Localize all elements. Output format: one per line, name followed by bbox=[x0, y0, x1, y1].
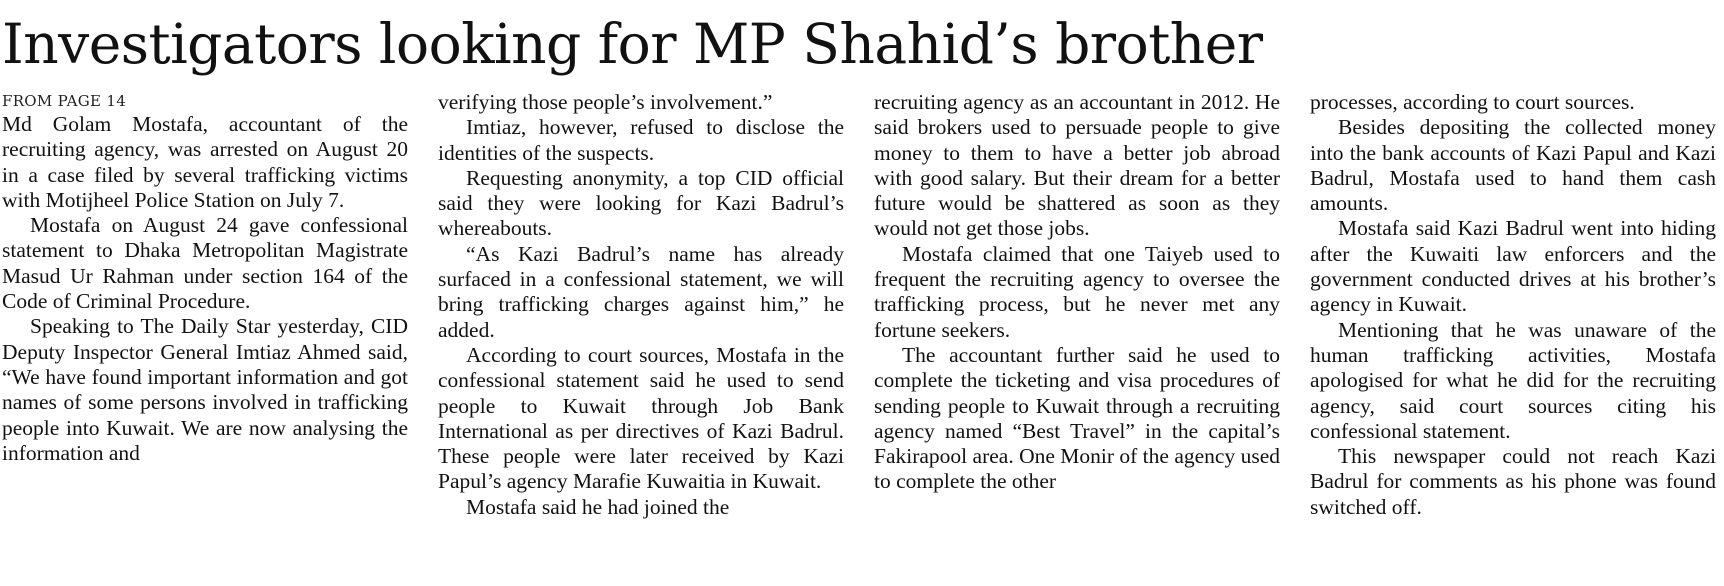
paragraph: The accountant further said he used to complete the ticketing and visa procedures of sending people to Kuwait through a recruiting agency named “Best Travel” in the capital’s Fakirapool area. One Monir of the agency used to complete the other bbox=[874, 342, 1280, 494]
paragraph: verifying those people’s involvement.” bbox=[438, 90, 773, 114]
article-column-3 bbox=[874, 90, 1280, 520]
paragraph: Mostafa said he had joined the bbox=[466, 494, 730, 519]
paragraph: Besides depositing the collected money into the bank accounts of Kazi Papul and Kazi Badrul, Mostafa used to hand them cash amounts. bbox=[1310, 115, 1716, 216]
paragraph: Mostafa said Kazi Badrul went into hiding after the Kuwaiti law enforcers and the government conducted drives at his brother’s agency in Kuwait. bbox=[1310, 216, 1716, 317]
paragraph: “As Kazi Badrul’s name has already surfaced in a confessional statement, we will bring trafficking charges against him,” he added. bbox=[438, 241, 844, 342]
article-column-2 bbox=[438, 90, 844, 520]
paragraph: This newspaper could not reach Kazi Badrul for comments as his phone was found switched off. bbox=[1310, 444, 1716, 519]
paragraph: Mostafa claimed that one Taiyeb used to frequent the recruiting agency to oversee the trafficking process, but he never met any fortune seekers. bbox=[874, 241, 1280, 342]
article-columns bbox=[2, 90, 1722, 520]
paragraph: Requesting anonymity, a top CID official said they were looking for Kazi Badrul’s whereabouts. bbox=[438, 165, 844, 241]
article-column-1 bbox=[2, 90, 408, 520]
paragraph: processes, according to court sources. bbox=[1310, 90, 1635, 114]
paragraph: Imtiaz, however, refused to disclose the identities of the suspects. bbox=[438, 115, 844, 165]
paragraph: Mostafa on August 24 gave confessional statement to Dhaka Metropolitan Magistrate Masud Ur Rahman under section 164 of the Code of Criminal Procedure. bbox=[2, 213, 408, 314]
article-column-4 bbox=[1310, 90, 1716, 520]
paragraph: Mentioning that he was unaware of the human trafficking activities, Mostafa apologised for what he did for the recruiting agency, said court sources citing his confessional statement. bbox=[1310, 317, 1716, 443]
paragraph: Speaking to The Daily Star yesterday, CID Deputy Inspector General Imtiaz Ahmed said, “We have found important information and got names of some persons involved in trafficking people into Kuwait. We are now analysing the information and bbox=[2, 314, 408, 465]
paragraph: According to court sources, Mostafa in the confessional statement said he used to send people to Kuwait through Job Bank International as per directives of Kazi Badrul. These people were later received by Kazi Papul’s agency Marafie Kuwaitia in Kuwait. bbox=[438, 342, 844, 494]
paragraph: recruiting agency as an accountant in 2012. He said brokers used to persuade people to give money to them to have a better job abroad with good salary. But their dream for a better future would be shattered as soon as they would not get those jobs. bbox=[874, 90, 1280, 241]
continuation-kicker: FROM PAGE 14 bbox=[2, 92, 127, 110]
paragraph: Md Golam Mostafa, accountant of the recruiting agency, was arrested on August 20 in a case filed by several trafficking victims with Motijheel Police Station on July 7. bbox=[2, 112, 408, 212]
article-headline: Investigators looking for MP Shahid’s brother bbox=[2, 12, 1263, 76]
